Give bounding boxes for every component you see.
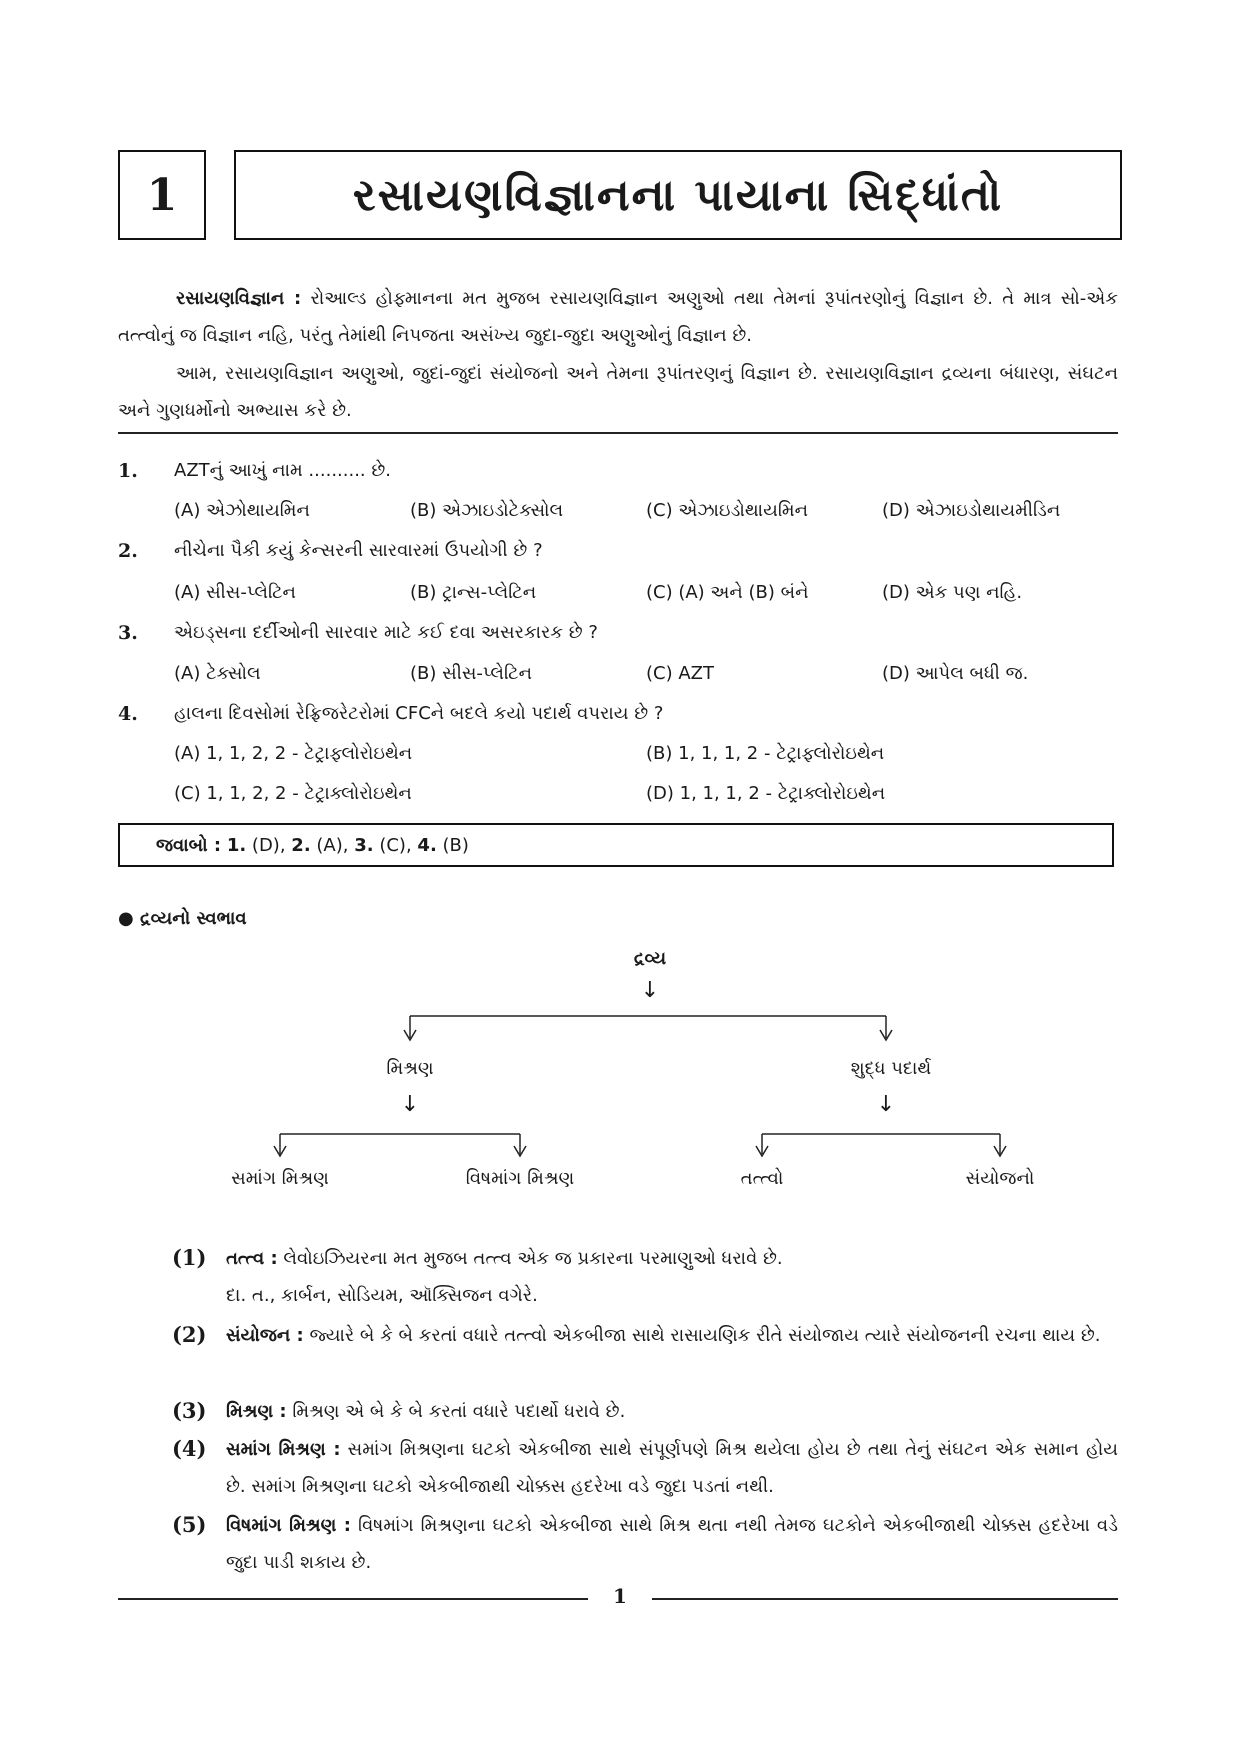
definition-number: (1): [172, 1245, 207, 1270]
arrow-down-icon: ↓: [640, 978, 660, 1003]
option: (B) એઝાઇડોટેક્સોલ: [410, 500, 564, 521]
definition-number: (5): [172, 1512, 207, 1537]
definition: [226, 1240, 1118, 1314]
definition-text: સમાંગ મિશ્રણના ઘટકો એકબીજા સાથે સંપૂર્ણપણે મિશ્ર થયેલા હોય છે તથા તેનું સંઘટન એક સમાન હોય છે. સમાંગ મિશ્રણના ઘટકો એકબીજાથી ચોક્કસ હદરેખા વડે જુદા પડતાં નથી.: [226, 1439, 1119, 1497]
answer-a: (B): [442, 834, 469, 856]
answer-a: (D),: [251, 834, 286, 856]
option: (A) 1, 1, 2, 2 - ટેટ્રાફ્લોરોઇથેન: [174, 743, 413, 764]
definition-text: જ્યારે બે કે બે કરતાં વધારે તત્ત્વો એકબીજા સાથે રાસાયણિક રીતે સંયોજાય ત્યારે સંયોજનની રચના થાય છે.: [309, 1325, 1101, 1346]
option: (B) ટ્રાન્સ-પ્લેટિન: [410, 582, 537, 603]
footer-rule-left: [118, 1598, 588, 1600]
definition-term: મિશ્રણ :: [226, 1401, 287, 1422]
chapter-title: રસાયણવિજ્ઞાનના પાયાના સિદ્ધાંતો: [352, 169, 1004, 221]
question-text: હાલના દિવસોમાં રેફ્રિજરેટરોમાં CFCને બદલે કયો પદાર્થ વપરાય છે ?: [174, 703, 664, 724]
definition: [226, 1507, 1118, 1581]
option: (C) AZT: [646, 663, 714, 684]
question-number: 3.: [118, 622, 138, 644]
question-number: 2.: [118, 540, 138, 562]
definition-number: (2): [172, 1322, 207, 1347]
answer-q: 4.: [417, 834, 437, 856]
intro-text-2: આમ, રસાયણવિજ્ઞાન અણુઓ, જુદાં-જુદાં સંયોજનો અને તેમના રૂપાંતરણનું વિજ્ઞાન છે. રસાયણવિજ્ઞાન દ્રવ્યના બંધારણ, સંઘટન અને ગુણધર્મોનો અભ્યાસ કરે છે.: [118, 363, 1118, 421]
option: (A) એઝોથાયમિન: [174, 500, 310, 521]
diagram-node-mixture: મિશ્રણ: [386, 1058, 434, 1079]
question-number: 1.: [118, 460, 138, 482]
question-number: 4.: [118, 703, 138, 725]
definition-text: મિશ્રણ એ બે કે બે કરતાં વધારે પદાર્થો ધરાવે છે.: [292, 1401, 626, 1422]
diagram-node-pure-substance: શુદ્ધ પદાર્થ: [850, 1058, 932, 1079]
option: (D) એક પણ નહિ.: [882, 582, 1023, 603]
definition-example: દા. ત., કાર્બન, સોડિયમ, ઑક્સિજન વગેરે.: [226, 1285, 538, 1306]
definition-term: વિષમાંગ મિશ્રણ :: [226, 1515, 352, 1536]
question-text: એઇડ્સના દર્દીઓની સારવાર માટે કઈ દવા અસરકારક છે ?: [174, 622, 598, 643]
answer-q: 2.: [291, 834, 311, 856]
arrow-down-icon: ↓: [876, 1092, 896, 1117]
definition: [226, 1431, 1118, 1505]
option: (D) 1, 1, 1, 2 - ટેટ્રાક્લોરોઇથેન: [646, 783, 886, 804]
option: (C) 1, 1, 2, 2 - ટેટ્રાક્લોરોઇથેન: [174, 783, 412, 804]
answer-label: જવાબો :: [156, 834, 222, 856]
diagram-node-elements: તત્ત્વો: [740, 1168, 784, 1189]
intro-text-1: રોઆલ્ડ હોફ્માનના મત મુજબ રસાયણવિજ્ઞાન અણુઓ તથા તેમનાં રૂપાંતરણોનું વિજ્ઞાન છે. તે માત્ર સો-એક તત્ત્વોનું જ વિજ્ઞાન નહિ, પરંતુ તેમાંથી નિપજતા અસંખ્ય જુદા-જુદા અણુઓનું વિજ્ઞાન છે.: [118, 288, 1118, 346]
definition-number: (4): [172, 1436, 207, 1461]
footer-rule-right: [652, 1598, 1118, 1600]
answer-q: 1.: [226, 834, 247, 856]
definition-number: (3): [172, 1398, 207, 1423]
option: (B) 1, 1, 1, 2 - ટેટ્રાફ્લોરોઇથેન: [646, 743, 885, 764]
option: (D) એઝાઇડોથાયમીડિન: [882, 500, 1061, 521]
option: (C) (A) અને (B) બંને: [646, 582, 809, 603]
definition-term: સંયોજન :: [226, 1325, 304, 1346]
definition-term: સમાંગ મિશ્રણ :: [226, 1439, 341, 1460]
bullet-icon: ●: [118, 908, 134, 929]
answer-a: (C),: [379, 834, 412, 856]
answer-q: 3.: [354, 834, 374, 856]
diagram-node-heterogeneous: વિષમાંગ મિશ્રણ: [465, 1168, 575, 1189]
definition: [226, 1317, 1118, 1354]
option: (B) સીસ-પ્લેટિન: [410, 663, 532, 684]
definition-text: વિષમાંગ મિશ્રણના ઘટકો એકબીજા સાથે મિશ્ર થતા નથી તેમજ ઘટકોને એકબીજાથી ચોક્કસ હદરેખા વડે જુદા પાડી શકાય છે.: [226, 1515, 1118, 1573]
definition: [226, 1393, 1118, 1430]
option: (C) એઝાઇડોથાયમિન: [646, 500, 809, 521]
section-title: દ્રવ્યનો સ્વભાવ: [140, 908, 247, 929]
definition-term: તત્ત્વ :: [226, 1248, 278, 1269]
option: (A) ટેક્સોલ: [174, 663, 261, 684]
page-number: 1: [613, 1584, 627, 1608]
diagram-node-homogeneous: સમાંગ મિશ્રણ: [231, 1168, 329, 1189]
option: (D) આપેલ બધી જ.: [882, 663, 1029, 684]
answer-a: (A),: [316, 834, 349, 856]
intro-term: રસાયણવિજ્ઞાન :: [176, 288, 302, 309]
diagram-node-compounds: સંયોજનો: [965, 1168, 1035, 1189]
arrow-down-icon: ↓: [400, 1092, 420, 1117]
option: (A) સીસ-પ્લેટિન: [174, 582, 296, 603]
chapter-number: 1: [146, 169, 178, 221]
question-text: નીચેના પૈકી કયું કેન્સરની સારવારમાં ઉપયોગી છે ?: [174, 540, 543, 561]
diagram-root: દ્રવ્ય: [633, 948, 667, 969]
definition-text: લેવોઇઝિયરના મત મુજબ તત્ત્વ એક જ પ્રકારના પરમાણુઓ ધરાવે છે.: [283, 1248, 783, 1269]
question-text: AZTનું આખું નામ .......... છે.: [174, 460, 392, 481]
